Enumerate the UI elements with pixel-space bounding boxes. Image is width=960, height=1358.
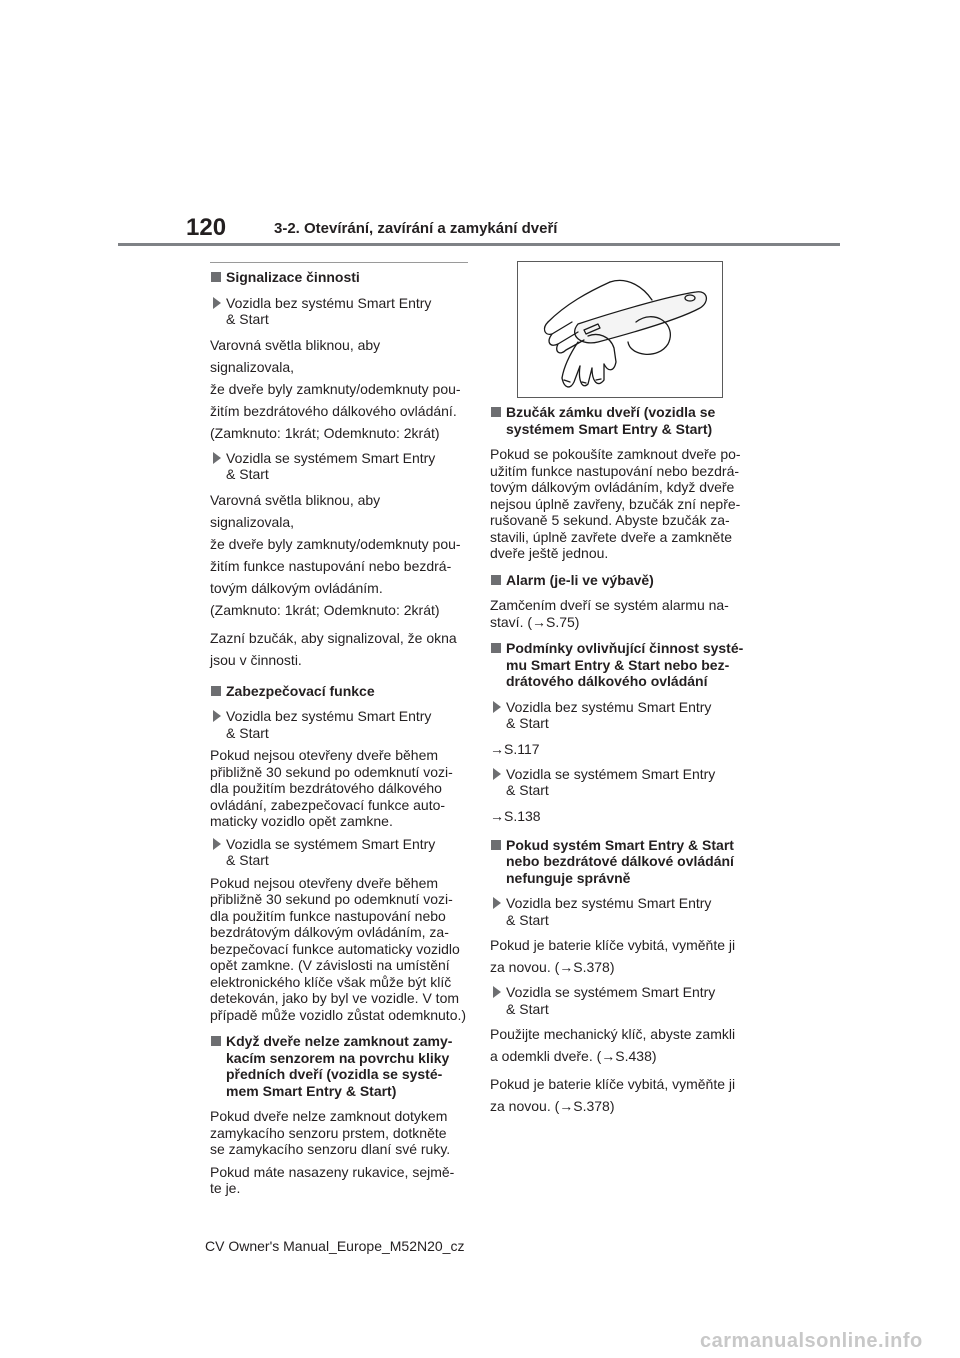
column-rule: [210, 262, 468, 263]
paragraph: Pokud nejsou otevřeny dveře během přibližně 30 sekund po odemknutí vozi- dla použitím funkce nastupování nebo bezdrátovým dálkovým ovládáním, za- bezpečovací funkce automaticky vozidlo opět zamkne. (V závislosti na umístění elektronického klíče však může být klíč detekován, jako by byl ve vozidle. V tom případě může vozidlo zůstat odemknuto.): [210, 874, 467, 1023]
sub-bez-smart-entry: Vozidla bez systému Smart Entry & Start: [490, 895, 758, 928]
heading-podminky: Podmínky ovlivňující činnost systé- mu Smart Entry & Start nebo bez- drátového dálkového ovládání: [490, 640, 758, 690]
sub-se-smart-entry: Vozidla se systémem Smart Entry & Start: [490, 984, 758, 1017]
paragraph: Varovná světla bliknou, aby signalizovala, že dveře byly zamknuty/odemknuty pou- žitím bezdrátového dálkového ovládání. (Zamknuto: 1krát; Odemknuto: 2krát): [210, 336, 461, 441]
arrow-icon: [493, 701, 501, 713]
paragraph: Použijte mechanický klíč, abyste zamkli a odemkli dveře. (→S.438): [490, 1026, 736, 1064]
paragraph: Pokud se pokoušíte zamknout dveře po- užitím funkce nastupování nebo bezdrá- tovým dálkovým ovládáním, když dveře nejsou úplně zavřeny, bzučák zní nepře- rušovaně 5 sekund. Abyste bzučák za- stavili, úplně zavřete dveře a zamkněte dveře ještě jednou.: [490, 446, 741, 561]
arrow-icon: [213, 710, 221, 722]
paragraph: Pokud nejsou otevřeny dveře během přibližně 30 sekund po odemknutí vozi- dla použitím bezdrátového dálkového ovládání, zabezpečovací funkce auto- maticky vozidlo opět zamkne.: [210, 747, 453, 829]
hand-illustration-icon: [518, 262, 722, 397]
right-column: [490, 404, 758, 1123]
sub-se-smart-entry: Vozidla se systémem Smart Entry & Start: [210, 836, 468, 869]
heading-signalizace: Signalizace činnosti: [210, 269, 468, 286]
paragraph: Pokud je baterie klíče vybitá, vyměňte ji za novou. (→S.378): [490, 937, 736, 975]
heading-bzucak: Bzučák zámku dveří (vozidla se systémem Smart Entry & Start): [490, 404, 758, 437]
sub-se-smart-entry: Vozidla se systémem Smart Entry & Start: [490, 766, 758, 799]
arrow-icon: [213, 452, 221, 464]
hand-touching-door-handle-illustration: [517, 261, 723, 398]
paragraph: Zazní bzučák, aby signalizoval, že okna jsou v činnosti.: [210, 629, 457, 668]
arrow-icon: [493, 768, 501, 780]
left-column: [210, 262, 468, 1203]
sub-bez-smart-entry: Vozidla bez systému Smart Entry & Start: [210, 708, 468, 741]
footer-text: CV Owner's Manual_Europe_M52N20_cz: [205, 1238, 465, 1254]
heading-nelze-zamknout: Když dveře nelze zamknout zamy- kacím senzorem na povrchu kliky předních dveří (vozidla se systé- mem Smart Entry & Start): [210, 1033, 468, 1099]
arrow-icon: [493, 897, 501, 909]
arrow-icon: [213, 297, 221, 309]
section-title: 3-2. Otevírání, zavírání a zamykání dveří: [274, 220, 558, 237]
paragraph: Pokud máte nasazeny rukavice, sejmě- te je.: [210, 1163, 455, 1196]
paragraph: Varovná světla bliknou, aby signalizovala, že dveře byly zamknuty/odemknuty pou- žitím funkce nastupování nebo bezdrá- tovým dálkovým ovládáním. (Zamknuto: 1krát; Odemknuto: 2krát): [210, 491, 461, 618]
watermark: carmanualsonline.info: [700, 1330, 923, 1352]
page-reference-link[interactable]: →S.138: [490, 807, 541, 824]
sub-bez-smart-entry: Vozidla bez systému Smart Entry & Start: [210, 295, 468, 328]
header-rule: [118, 243, 840, 246]
paragraph: Pokud je baterie klíče vybitá, vyměňte ji za novou. (→S.378): [490, 1076, 736, 1114]
arrow-icon: [493, 986, 501, 998]
paragraph: Zamčením dveří se systém alarmu na- staví. (→S.75): [490, 597, 729, 630]
heading-nefunguje: Pokud systém Smart Entry & Start nebo bezdrátové dálkové ovládání nefunguje správně: [490, 837, 758, 887]
sub-bez-smart-entry: Vozidla bez systému Smart Entry & Start: [490, 699, 758, 732]
heading-alarm: Alarm (je-li ve výbavě): [490, 572, 758, 589]
heading-zabezpecovaci: Zabezpečovací funkce: [210, 683, 468, 700]
sub-se-smart-entry: Vozidla se systémem Smart Entry & Start: [210, 450, 468, 483]
arrow-icon: [213, 838, 221, 850]
paragraph: Pokud dveře nelze zamknout dotykem zamykacího senzoru prstem, dotkněte se zamykacího senzoru dlaní své ruky.: [210, 1108, 451, 1157]
page-number: 120: [186, 214, 227, 241]
page-reference-link[interactable]: →S.117: [490, 740, 540, 757]
